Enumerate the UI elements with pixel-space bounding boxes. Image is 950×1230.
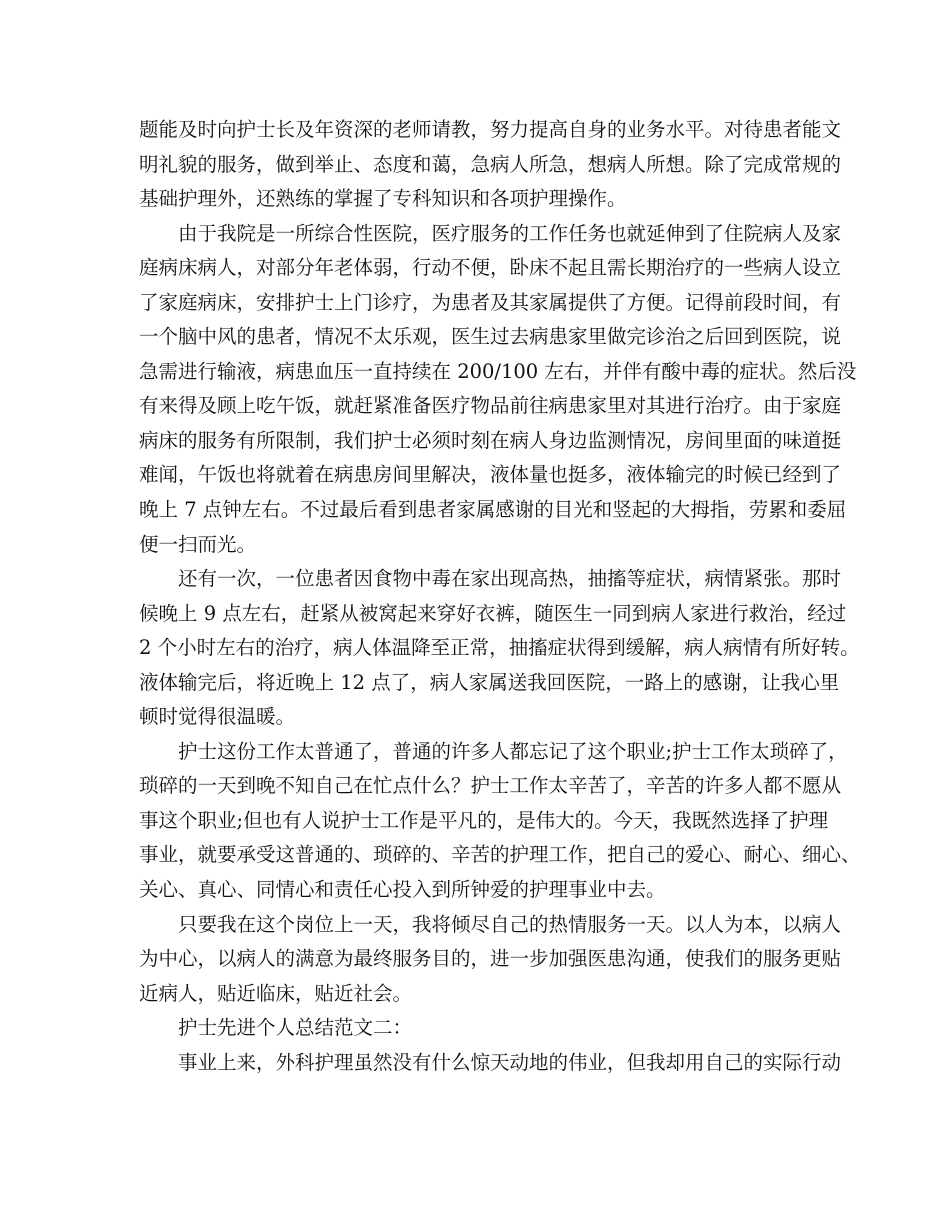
paragraph [139,1046,842,1081]
text-line: 基础护理外，还熟练的掌握了专科知识和各项护理操作。 [139,187,627,211]
text-line: 事业，就要承受这普通的、琐碎的、辛苦的护理工作，把自己的爱心、耐心、细心、 [139,843,861,867]
text-line: 病床的服务有所限制，我们护士必须时刻在病人身边监测情况，房间里面的味道挺 [139,428,842,452]
document-body [139,113,861,1080]
text-line: 事业上来，外科护理虽然没有什么惊天动地的伟业，但我却用自己的实际行动 [178,1050,842,1074]
paragraph [139,113,842,217]
text-line: 晚上 7 点钟左右。不过最后看到患者家属感谢的目光和竖起的大拇指，劳累和委屈 [139,498,847,522]
text-line: 一个脑中风的患者，情况不太乐观，医生过去病患家里做完诊治之后回到医院，说 [139,325,842,349]
paragraph [139,217,857,562]
text-line: 明礼貌的服务，做到举止、态度和蔼，急病人所急，想病人所想。除了完成常规的 [139,152,842,176]
text-line: 了家庭病床，安排护士上门诊疗，为患者及其家属提供了方便。记得前段时间，有 [139,290,842,314]
text-line: 琐碎的一天到晚不知自己在忙点什么？护士工作太辛苦了，辛苦的许多人都不愿从 [139,774,842,798]
text-line: 关心、真心、同情心和责任心投入到所钟爱的护理事业中去。 [139,878,666,902]
paragraph [139,735,861,908]
text-line: 为中心，以病人的满意为最终服务目的，进一步加强医患沟通，使我们的服务更贴 [139,947,842,971]
paragraph [139,562,860,735]
text-line: 2 个小时左右的治疗，病人体温降至正常，抽搐症状得到缓解，病人病情有所好转。 [139,636,860,660]
text-line: 护士这份工作太普通了，普通的许多人都忘记了这个职业;护士工作太琐碎了， [178,739,848,763]
text-line: 护士先进个人总结范文二： [178,1016,413,1040]
text-line: 题能及时向护士长及年资深的老师请教，努力提高自身的业务水平。对待患者能文 [139,118,842,141]
text-line: 近病人，贴近临床，贴近社会。 [139,981,413,1005]
text-line: 便一扫而光。 [139,532,257,556]
text-line: 候晚上 9 点左右，赶紧从被窝起来穿好衣裤，随医生一同到病人家进行救治，经过 [139,601,847,625]
paragraph [139,908,842,1012]
text-line: 庭病床病人，对部分年老体弱，行动不便，卧床不起且需长期治疗的一些病人设立 [139,256,842,280]
text-line: 急需进行输液，病患血压一直持续在 200/100 左右，并伴有酸中毒的症状。然后没 [139,359,857,383]
text-line: 事这个职业;但也有人说护士工作是平凡的，是伟大的。今天，我既然选择了护理 [139,808,829,832]
text-line: 只要我在这个岗位上一天，我将倾尽自己的热情服务一天。以人为本，以病人 [178,912,842,936]
text-line: 液体输完后，将近晚上 12 点了，病人家属送我回医院，一路上的感谢，让我心里 [139,670,840,694]
text-line: 有来得及顾上吃午饭，就赶紧准备医疗物品前往病患家里对其进行治疗。由于家庭 [139,394,842,418]
text-line: 还有一次，一位患者因食物中毒在家出现高热，抽搐等症状，病情紧张。那时 [178,567,842,591]
text-line: 难闻，午饭也将就着在病患房间里解决，液体量也挺多，液体输完的时候已经到了 [139,463,842,487]
text-line: 由于我院是一所综合性医院，医疗服务的工作任务也就延伸到了住院病人及家 [178,221,842,245]
paragraph [139,1011,819,1046]
text-line: 顿时觉得很温暖。 [139,705,296,729]
